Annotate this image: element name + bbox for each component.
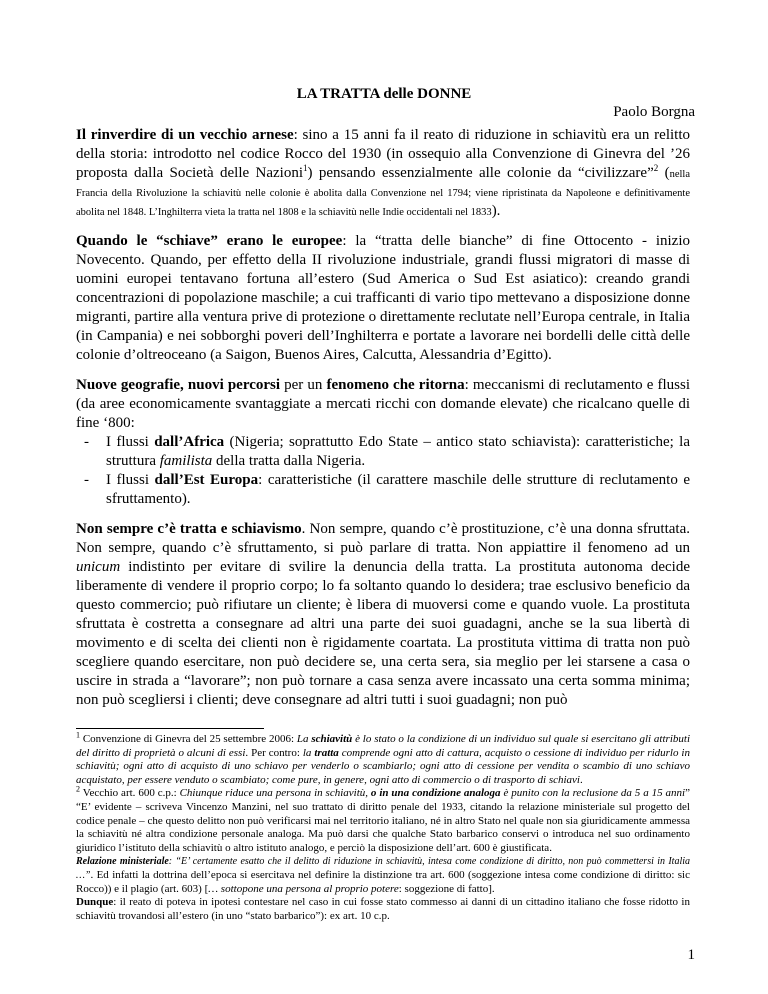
footnote-1: $^1$ Convenzione di Ginevra del 25 settembre 2006: La schiavitù è lo stato o la condizione di un individuo sul quale si esercitano gli attributi del diritto di proprietà o alcuni di essi. Per contro: la tratta comprende ogni atto di cattura, acquisto o cessione di individuo per ridurlo in schiavitù; ogni atto di acquisto di uno schiavo per venderlo o scambiarlo; ogni atto di cessione per vendita o scambio di uno schiavo acquistato, per essere venduto o scambiato; come pure, in genere, ogni atto di commercio o di trasporto di schiavi.	[76, 730, 690, 786]
footnote-2: $^2$ Vecchio art. 600 c.p.: Chiunque riduce una persona in schiavitù, o in una condizione analoga è punito con la reclusione da 5 a 15 anni” “E’ evidente – scriveva Vincenzo Manzini, nel suo trattato di diritto penale del 1933, citando la relazione ministeriale sul progetto del codice penale – che questo delitto non può verificarsi mai nel territorio italiano, né in altro Stato nel quale non sia giuridicamente ammessa la schiavitù né altra condizione personale analoga. Ma può darsi che qualche Stato barbarico conservi o introduca nel suo ordinamento giuridico l’istituto della schiavitù o altro istituto analogo, e perciò la disposizione dell’art. 600 è giustificata.	[76, 784, 690, 854]
footnote-separator	[76, 728, 264, 729]
list-item: - I flussi dall’Est Europa: caratteristiche (il carattere maschile delle strutture di reclutamento e sfruttamento).	[84, 472, 691, 507]
paragraph-lead: Non sempre c’è tratta e schiavismo	[76, 521, 302, 537]
footnote-ref-1[interactable]: 1	[302, 163, 308, 173]
footnote-dunque: Dunque: il reato di poteva in ipotesi contestare nel caso in cui fosse stato commesso ai danni di un cittadino italiano che fosse ridotto in schiavitù trovandosi all’estero (in uno “stato barbarico”): ex art. 10 c.p.	[76, 896, 690, 922]
paragraph-nuove-geografie: Nuove geografie, nuovi percorsi per un fenomeno che ritorna: meccanismi di reclutamento e flussi (da aree economicamente svantaggiate a mercati ricchi con domande elevate) che ricalcano quelle di fine ‘800:	[76, 377, 691, 431]
paragraph-lead: Nuove geografie, nuovi percorsi	[76, 377, 281, 393]
bullet-dash: -	[84, 434, 89, 450]
page-number: 1	[687, 947, 695, 963]
flows-list	[76, 433, 690, 509]
paragraph-schiave-europee: Quando le “schiave” erano le europee: la “tratta delle bianche” di fine Ottocento - inizio Novecento. Quando, per effetto della II rivoluzione industriale, grandi flussi migratori di masse di uomini europei tentavano fortuna all’estero (Sud America o Sud Est asiatico): creando grandi concentrazioni di popolazione maschile; a cui trafficanti di vario tipo mettevano a disposizione donne migranti, partire alla ventura prive di protezione o direttamente reclutate nell’Europa centrale, in Italia (in Campania) e nei sobborghi poveri dell’Inghilterra e portate a lavorare nei bordelli delle città delle colonie d’oltreoceano (a Saigon, Buenos Aires, Calcutta, Alessandria d’Egitto).	[76, 233, 690, 363]
paragraph-lead: Il rinverdire di un vecchio arnese	[76, 127, 294, 143]
paragraph-non-sempre: Non sempre c’è tratta e schiavismo. Non sempre, quando c’è prostituzione, c’è una donna sfruttata. Non sempre, quando c’è sfruttamento, si può parlare di tratta. Non appiattire il fenomeno ad un unicum indistinto per evitare di svilire la denuncia della tratta. La prostituta autonoma decide liberamente di vendere il proprio corpo; lo fa soltanto quando lo desidera; trae esclusivo beneficio da questo commercio; può rifiutare un cliente; è libera di muoversi come e quando vuole. La prostituta sfruttata è costretta a consegnare ad altri una parte dei suoi guadagni, anche se la sua libertà di movimento e di scelta dei clienti non è rigidamente coartata. La prostituta vittima di tratta non può scegliere quando esercitare, non può decidere se, una certa sera, sia meglio per lei starsene a casa o uscire in strada a “lavorare”; non può tornare a casa senza avere incassato una certa somma minima; non può scegliersi i clienti; deve consegnare ad altri tutti i suoi guadagni; non può	[76, 521, 690, 708]
parenthetical-note: nella Francia della Rivoluzione la schiavitù nelle colonie è abolita dalla Convenzione nel 1794; viene ripristinata da Napoleone e definitivamente abolita nel 1848. L’Inghilterra vieta la tratta nel 1808 e la schiavitù nelle Indie occidentali nel 1833	[76, 169, 690, 218]
document-title: LA TRATTA delle DONNE	[296, 86, 472, 102]
list-item: - I flussi dall’Africa (Nigeria; soprattutto Edo State – antico stato schiavista): caratteristiche; la struttura familista della tratta dalla Nigeria.	[84, 434, 691, 469]
footnote-relazione: Relazione ministeriale: “E’ certamente esatto che il delitto di riduzione in schiavitù, intesa come condizione di diritto, non può commettersi in Italia …”. Ed infatti la dottrina dell’epoca si esercitava nel definire la distinzione tra art. 600 (soggezione intesa come condizione di diritto: sic Rocco)) e il plagio (art. 603) [… sottopone una persona al proprio potere: soggezione di fatto].	[76, 856, 690, 895]
bullet-dash: -	[84, 472, 89, 488]
footnote-ref-2[interactable]: 2	[653, 163, 659, 173]
paragraph-lead: Quando le “schiave” erano le europee	[76, 233, 343, 249]
author-name: Paolo Borgna	[613, 104, 695, 120]
document-body	[76, 126, 690, 923]
paragraph-lead-2: fenomeno che ritorna	[326, 377, 465, 393]
paragraph-vecchio-arnese: Il rinverdire di un vecchio arnese: sino a 15 anni fa il reato di riduzione in schiavitù era un relitto della storia: introdotto nel codice Rocco del 1930 (in ossequio alla Convenzione di Ginevra del ’26 proposta dalla Società delle Nazioni$^1$) pensando essenzialmente alle colonie da “civilizzare”$^2$ (nella Francia della Rivoluzione la schiavitù nelle colonie è abolita dalla Convenzione nel 1794; viene ripristinata da Napoleone e definitivamente abolita nel 1848. L’Inghilterra vieta la tratta nel 1808 e la schiavitù nelle Indie occidentali nel 1833).	[76, 127, 691, 219]
footnotes	[76, 730, 690, 923]
